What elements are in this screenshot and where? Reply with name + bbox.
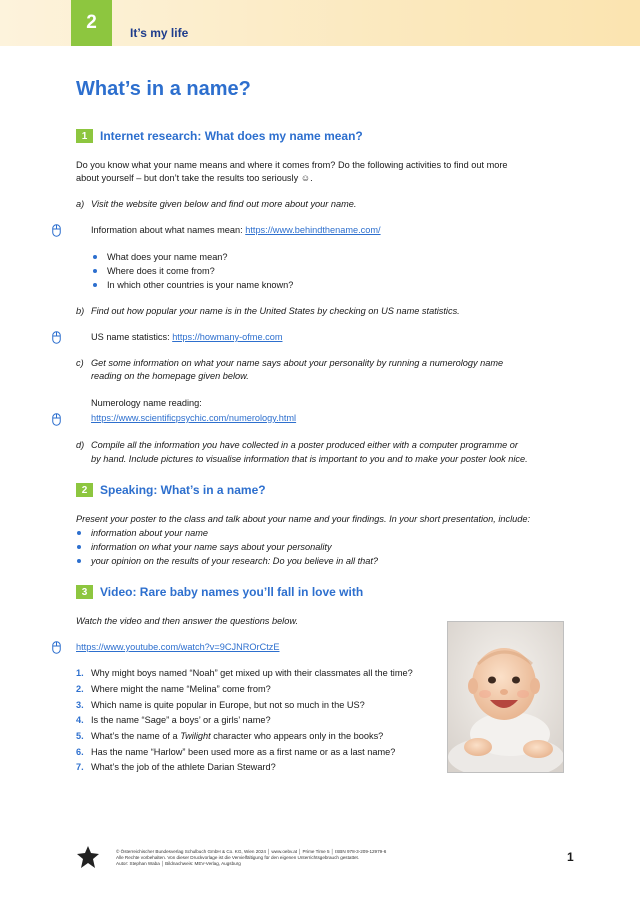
howmanyofme-link[interactable]: https://howmany-ofme.com [172, 332, 283, 342]
bullet-icon [93, 255, 97, 259]
info-label: US name statistics: [91, 332, 173, 342]
youtube-link[interactable]: https://www.youtube.com/watch?v=9CJNROrCtzE [76, 642, 280, 652]
question-item [76, 698, 84, 712]
section-title: Speaking: What’s in a name? [100, 483, 266, 497]
task-c-text: reading on the homepage given below. [91, 371, 249, 381]
question-text: Which name is quite popular in Europe, but not so much in the US? [91, 700, 365, 710]
question-number: 4. [76, 715, 84, 725]
question-text-part: character who appears only in the books? [210, 731, 384, 741]
task-label: a) [76, 199, 85, 209]
question-text: Has the name “Harlow” been used more as a first name or as a last name? [91, 747, 396, 757]
section-3-intro: Watch the video and then answer the questions below. [76, 616, 299, 626]
question-item [76, 729, 84, 743]
question-item [76, 713, 84, 727]
mouse-icon [52, 331, 61, 344]
unit-title: It’s my life [130, 26, 189, 40]
section-number: 1 [76, 129, 93, 143]
list-item: In which other countries is your name known? [107, 280, 294, 290]
task-d-text: by hand. Include pictures to visualise information that is important to you and to make your poster look nice. [91, 454, 528, 464]
page-number: 1 [567, 850, 574, 864]
baby-photo [447, 621, 564, 773]
info-line [91, 223, 381, 237]
mouse-icon [52, 224, 61, 237]
task-c-text: Get some information on what your name says about your personality by running a numerology name [91, 358, 504, 368]
question-number: 6. [76, 747, 84, 757]
question-item [76, 666, 84, 680]
question-item [76, 760, 84, 774]
unit-number: 2 [71, 0, 112, 46]
question-text-part: What’s the name of a [91, 731, 181, 741]
question-text: Why might boys named “Noah” get mixed up with their classmates all the time? [91, 668, 413, 678]
section-number: 2 [76, 483, 93, 497]
question-text [91, 729, 383, 743]
section-title: Video: Rare baby names you’ll fall in love with [100, 585, 364, 599]
bullet-icon [77, 531, 81, 535]
task-d-text: Compile all the information you have collected in a poster produced either with a computer programme or [91, 440, 518, 450]
section-1-intro: about yourself – but don’t take the results too seriously ☺. [76, 173, 313, 183]
section-2-heading [76, 483, 266, 497]
bullet-icon [93, 283, 97, 287]
list-item: your opinion on the results of your research: Do you believe in all that? [91, 556, 379, 566]
question-number: 7. [76, 762, 84, 772]
section-title: Internet research: What does my name mean? [100, 129, 363, 143]
mouse-icon [52, 641, 61, 654]
task-b-text: Find out how popular your name is in the United States by checking on US name statistics. [91, 306, 460, 316]
list-item: information on what your name says about your personality [91, 542, 332, 552]
page-title: What’s in a name? [76, 78, 251, 100]
list-item: information about your name [91, 528, 208, 538]
task-label: b) [76, 306, 85, 316]
task-a-text: Visit the website given below and find out more about your name. [91, 199, 357, 209]
question-number: 1. [76, 668, 84, 678]
question-text: What’s the job of the athlete Darian Steward? [91, 762, 276, 772]
question-text: Is the name “Sage” a boys’ or a girls’ name? [91, 715, 271, 725]
mouse-icon [52, 413, 61, 426]
copyright-line: © Österreichischer Bundesverlag Schulbuch GmbH & Co. KG, Wien 2024 │ www.oebv.at │ Prime Time 5 │ ISBN 978-3-209-12979-6 [116, 849, 387, 854]
task-label: c) [76, 358, 84, 368]
question-number: 2. [76, 684, 84, 694]
section-3-heading [76, 585, 363, 599]
bullet-icon [93, 269, 97, 273]
section-1-intro: Do you know what your name means and where it comes from? Do the following activities to find out more [76, 160, 508, 170]
behindthename-link[interactable]: https://www.behindthename.com/ [245, 225, 381, 235]
info-label: Information about what names mean: [91, 225, 246, 235]
book-title: Twilight [180, 731, 211, 741]
author-line: Autor: Stephan Waba │ Bildnachweis: MEV-Verlag, Augsburg [116, 861, 241, 866]
bullet-icon [77, 559, 81, 563]
section-2-intro: Present your poster to the class and talk about your name and your findings. In your short presentation, include: [76, 514, 531, 524]
section-1-heading [76, 129, 363, 143]
info-line [91, 330, 282, 344]
section-number: 3 [76, 585, 93, 599]
question-item [76, 682, 84, 696]
question-item [76, 745, 84, 759]
oebv-logo [77, 846, 99, 868]
list-item: Where does it come from? [107, 266, 215, 276]
numerology-link[interactable]: https://www.scientificpsychic.com/numerology.html [91, 413, 297, 423]
bullet-icon [77, 545, 81, 549]
question-number: 3. [76, 700, 84, 710]
question-text: Where might the name “Melina” come from? [91, 684, 271, 694]
task-label: d) [76, 440, 85, 450]
list-item: What does your name mean? [107, 252, 228, 262]
question-number: 5. [76, 731, 84, 741]
rights-line: Alle Rechte vorbehalten. Von dieser Druckvorlage ist die Vervielfältigung für den eigenen Unterrichtsgebrauch gestattet. [116, 855, 360, 860]
info-label: Numerology name reading: [91, 398, 202, 408]
